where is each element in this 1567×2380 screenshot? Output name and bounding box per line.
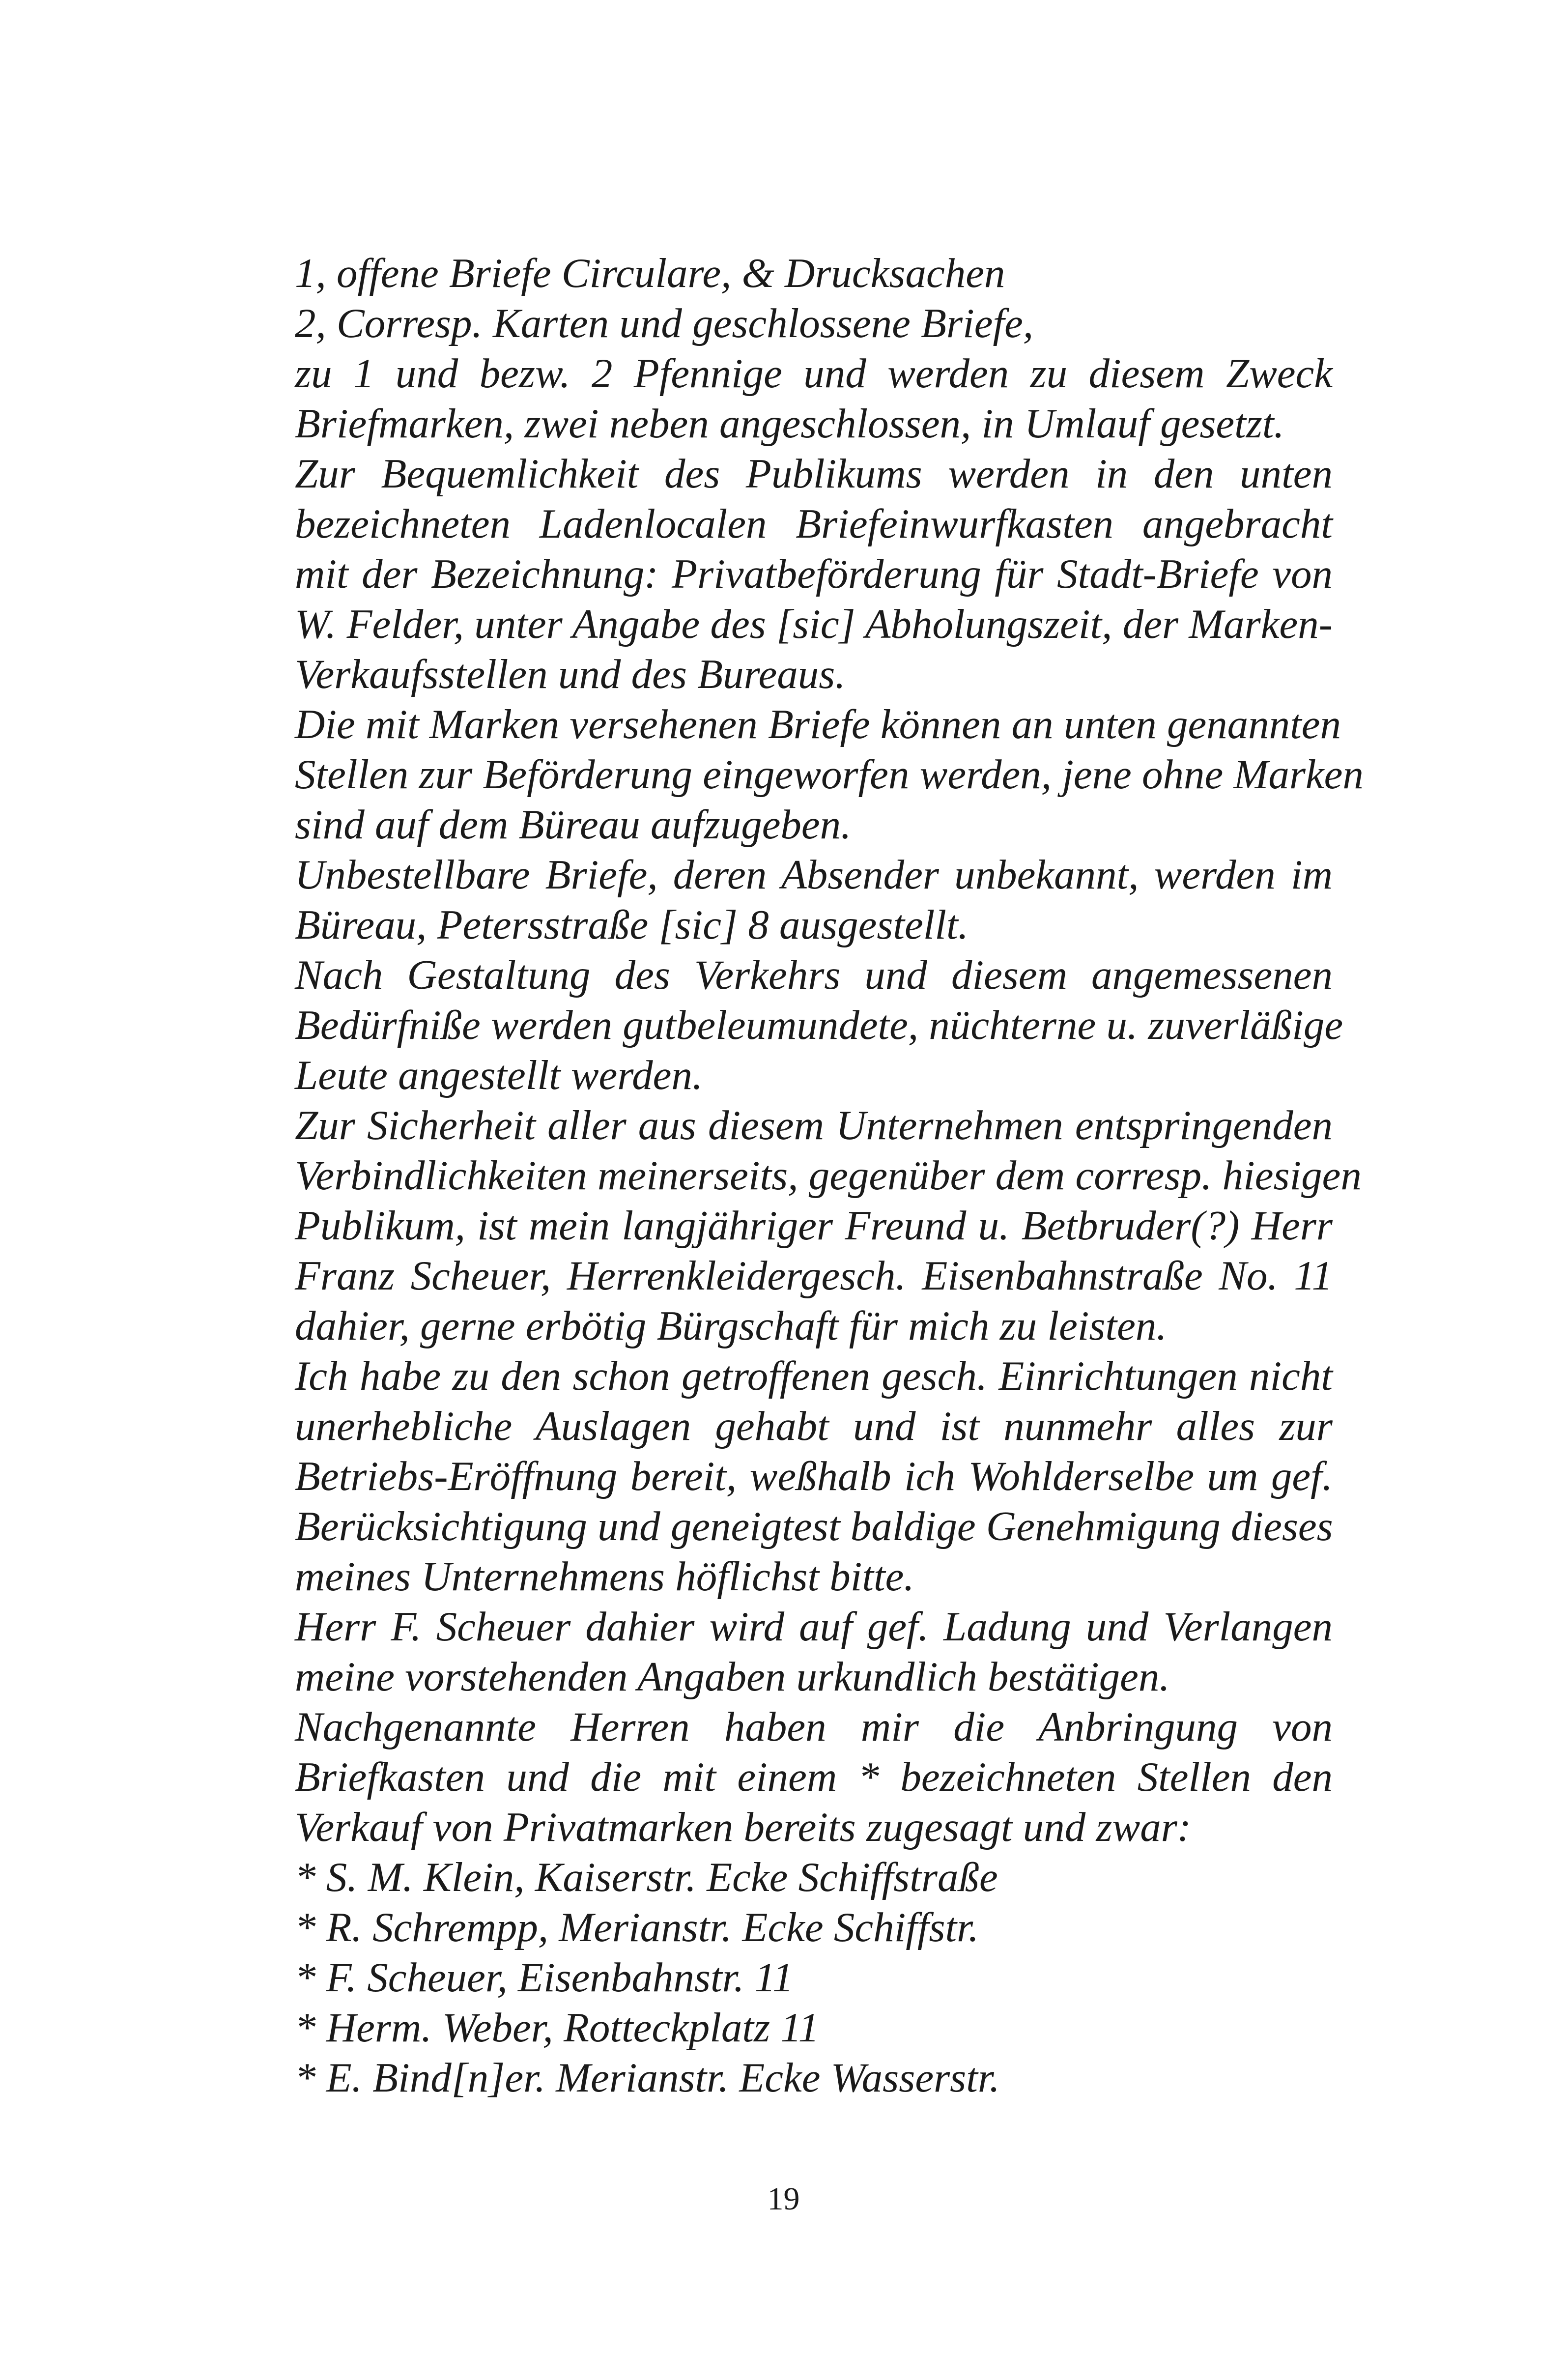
text-line: Verkauf von Privatmarken bereits zugesagt und zwar: [295, 1804, 1192, 1850]
text-line: W. Felder, unter Angabe des [sic] Abholungszeit, der Marken- [295, 601, 1333, 647]
text-line: Unbestellbare Briefe, deren Absender unbekannt, werden im [295, 852, 1333, 898]
text-line: Büreau, Petersstraße [sic] 8 ausgestellt. [295, 902, 969, 948]
page-number: 19 [767, 2181, 800, 2217]
text-line: meine vorstehenden Angaben urkundlich bestätigen. [295, 1654, 1170, 1700]
text-line: * F. Scheuer, Eisenbahnstr. 11 [295, 1954, 794, 2001]
text-line: Herr F. Scheuer dahier wird auf gef. Ladung und Verlangen [295, 1604, 1333, 1650]
text-line: * S. M. Klein, Kaiserstr. Ecke Schiffstraße [295, 1854, 998, 1900]
text-line: * R. Schrempp, Merianstr. Ecke Schiffstr. [295, 1904, 979, 1950]
text-line: * Herm. Weber, Rotteckplatz 11 [295, 2005, 820, 2051]
text-line: Die mit Marken versehenen Briefe können an unten genannten [295, 701, 1341, 747]
text-line: Verkaufsstellen und des Bureaus. [295, 651, 846, 697]
text-line: Ich habe zu den schon getroffenen gesch. Einrichtungen nicht [295, 1353, 1333, 1399]
text-line: Betriebs-Eröffnung bereit, weßhalb ich Wohlderselbe um gef. [295, 1453, 1333, 1499]
text-line: Stellen zur Beförderung eingeworfen werden, jene ohne Marken [295, 751, 1364, 798]
text-line: zu 1 und bezw. 2 Pfennige und werden zu diesem Zweck [295, 350, 1333, 397]
text-line: dahier, gerne erbötig Bürgschaft für mich zu leisten. [295, 1303, 1167, 1349]
text-line: Zur Bequemlichkeit des Publikums werden in den unten [295, 451, 1333, 497]
text-line: 2, Corresp. Karten und geschlossene Briefe, [295, 300, 1034, 346]
text-line: Leute angestellt werden. [295, 1052, 703, 1098]
text-line: Zur Sicherheit aller aus diesem Unternehmen entspringenden [295, 1102, 1333, 1148]
text-line: Bedürfniße werden gutbeleumundete, nüchterne u. zuverläßige [295, 1002, 1343, 1048]
text-line: Nach Gestaltung des Verkehrs und diesem angemessenen [295, 952, 1333, 998]
text-line: Briefmarken, zwei neben angeschlossen, in Umlauf gesetzt. [295, 401, 1284, 447]
text-line: Franz Scheuer, Herrenkleidergesch. Eisenbahnstraße No. 11 [295, 1253, 1333, 1299]
text-line: sind auf dem Büreau aufzugeben. [295, 802, 852, 848]
text-line: * E. Bind[n]er. Merianstr. Ecke Wasserstr. [295, 2055, 1000, 2101]
body-text [295, 248, 1364, 2103]
text-line: unerhebliche Auslagen gehabt und ist nunmehr alles zur [295, 1403, 1333, 1449]
text-line: Berücksichtigung und geneigtest baldige Genehmigung dieses [295, 1503, 1333, 1549]
text-line: Briefkasten und die mit einem * bezeichneten Stellen den [295, 1754, 1333, 1800]
text-line: 1, offene Briefe Circulare, & Drucksachen [295, 250, 1005, 296]
text-line: meines Unternehmens höflichst bitte. [295, 1553, 914, 1600]
text-line: Verbindlichkeiten meinerseits, gegenüber dem corresp. hiesigen [295, 1152, 1362, 1199]
text-line: bezeichneten Ladenlocalen Briefeinwurfkasten angebracht [295, 501, 1333, 547]
text-line: Publikum, ist mein langjähriger Freund u. Betbruder(?) Herr [295, 1203, 1333, 1249]
text-line: Nachgenannte Herren haben mir die Anbringung von [295, 1704, 1333, 1750]
text-line: mit der Bezeichnung: Privatbeförderung für Stadt-Briefe von [295, 551, 1333, 597]
